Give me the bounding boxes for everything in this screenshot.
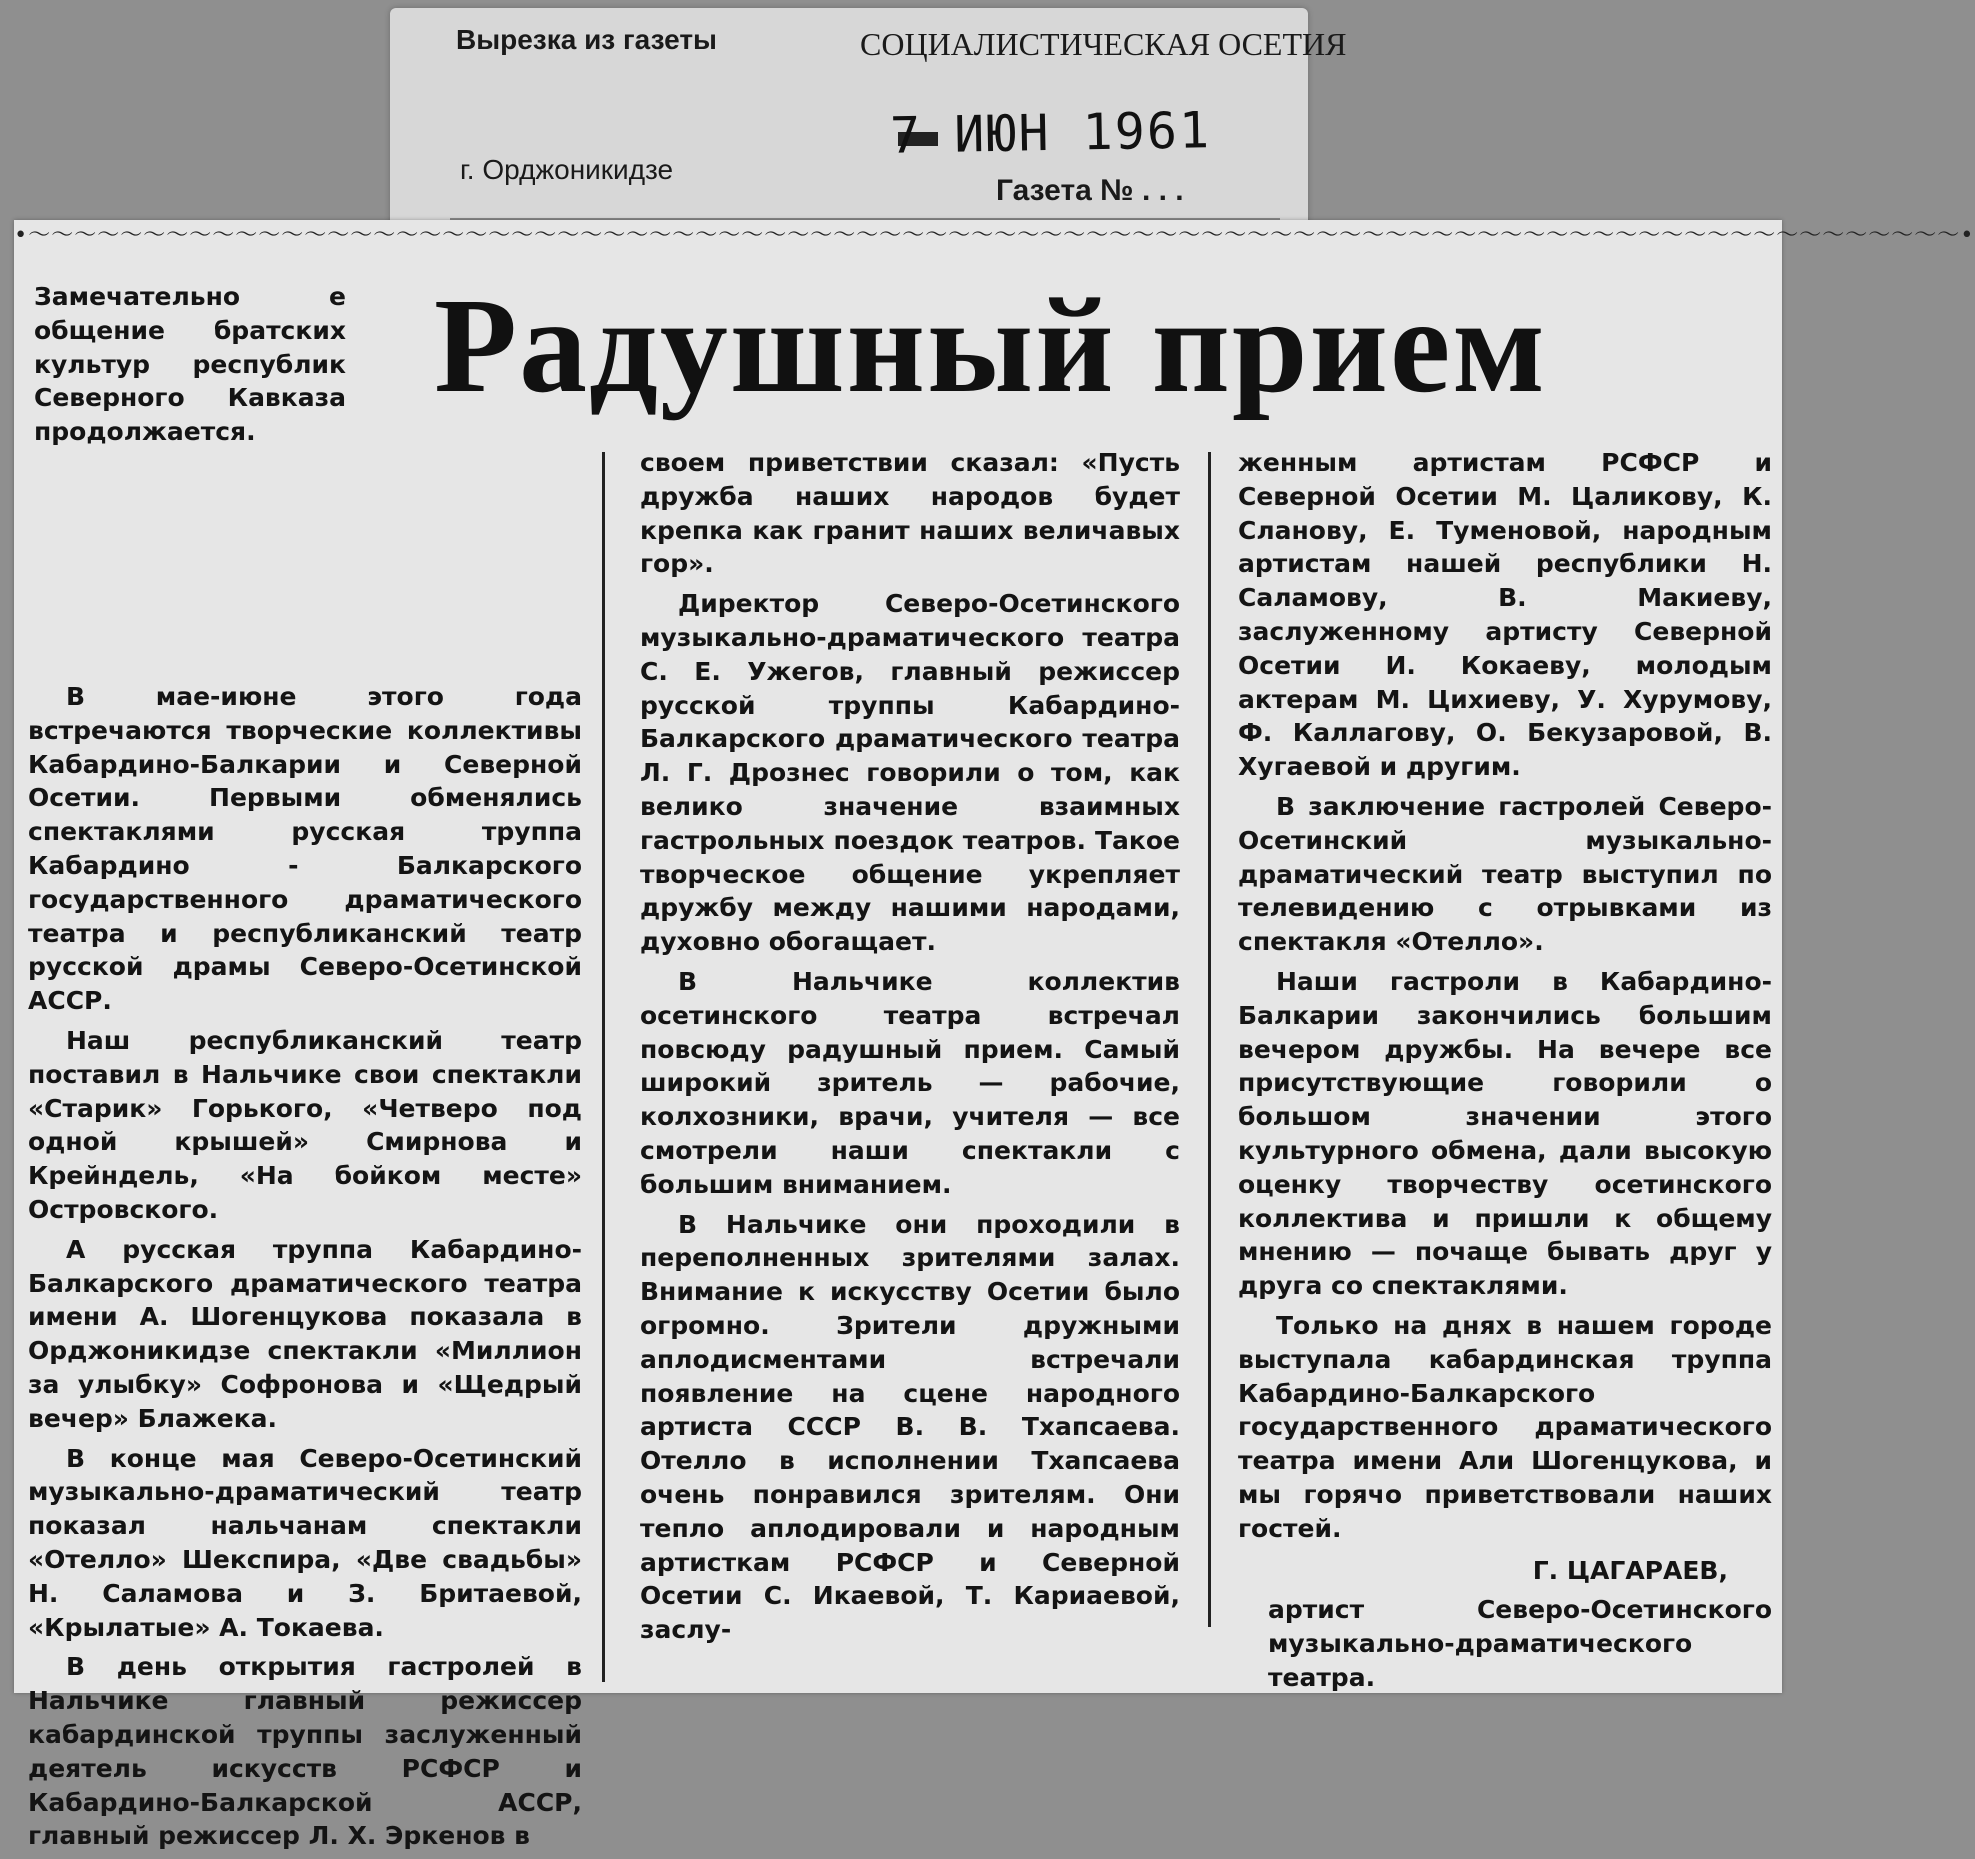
paragraph: В Нальчике коллектив осетинского театра встречал повсюду радушный прием. Самый широкий зритель — рабочие, колхозники, врачи, учителя — все смотрели наши спектакли с большим вниманием. [640,966,1180,1199]
paragraph: Наши гастроли в Кабардино-Балкарии закончились большим вечером дружбы. На вечере все присутствующие говорили о большом значении этого культурного обмена, дали высокую оценку творчеству осетинского коллектива и пришли к общему мнению — почаще бывать друг у друга со спектаклями. [1238,966,1772,1301]
city-label: г. Орджоникидзе [460,154,674,185]
column-rule [1208,452,1211,1627]
article-column-3 [1238,446,1772,1701]
paragraph: А русская труппа Кабардино-Балкарского драматического театра имени А. Шогенцукова показала в Орджоникидзе спектакли «Миллион за улыбку» Софронова и «Щедрый вечер» Блажека. [28,1234,582,1433]
date-stamp: 7 ИЮН 1961 [889,101,1212,165]
article-lead: Замечательно е общение братских культур республик Северного Кавказа продолжается. [34,282,346,447]
paragraph: своем приветствии сказал: «Пусть дружба наших народов будет крепка как гранит наших величавых гор». [640,448,1180,579]
paragraph: Директор Северо-Осетинского музыкально-драматического театра С. Е. Ужегов, главный режиссер русской труппы Кабардино-Балкарского драматического театра Л. Г. Дрознес говорили о том, как велико значение взаимных гастрольных поездок театров. Такое творческое общение укрепляет дружбу между нашими народами, духовно обогащает. [640,589,1180,957]
paragraph: В мае-июне этого года встречаются творческие коллективы Кабардино-Балкарии и Северной Осетии. Первыми обменялись спектаклями русская труппа Кабардино - Балкарского государственного драматического театра и республиканский театр русской драмы Северо-Осетинской АССР. [28,682,582,1016]
paragraph: Наш республиканский театр поставил в Нальчике свои спектакли «Старик» Горького, «Четверо под одной крышей» Смирнова и Крейндель, «На бойком месте» Островского. [28,1025,582,1224]
newspaper-clipping [14,220,1975,1851]
paragraph: В заключение гастролей Северо-Осетинский музыкально-драматический театр выступил по телевидению с отрывками из спектакля «Отелло». [1238,791,1772,957]
author-role: артист Северо-Осетинского музыкально-драматического театра. [1268,1595,1772,1692]
paragraph: В Нальчике они проходили в переполненных зрителями залах. Внимание к искусству Осетии было огромно. Зрители дружными аплодисментами встречали появление на сцене народного артиста СССР В. В. Тхапсаева. Отелло в исполнении Тхапсаева очень понравился зрителям. Они тепло аплодировали и народным артисткам РСФСР и Северной Осетии С. Икаевой, Т. Кариаевой, заслу- [640,1209,1180,1645]
article-headline: Радушный прием [434,271,1547,421]
newspaper-name: СОЦИАЛИСТИЧЕСКАЯ ОСЕТИЯ [860,26,1347,62]
column-rule [602,452,605,1682]
paragraph: Только на днях в нашем городе выступала кабардинская труппа Кабардино-Балкарского государственного драматического театра имени Али Шогенцукова, и мы горячо приветствовали наших гостей. [1238,1310,1772,1543]
article-column-2 [640,446,1180,1653]
ornamental-border: •〜〜〜〜〜〜〜〜〜〜〜〜〜〜〜〜〜〜〜〜〜〜〜〜〜〜〜〜〜〜〜〜〜〜〜〜〜〜〜〜〜〜〜〜〜〜〜〜〜〜〜〜〜〜〜〜〜〜〜〜〜〜〜〜〜〜〜〜〜〜〜〜〜〜〜〜〜〜〜〜〜〜〜〜• [14,223,1975,248]
cut-from-label: Вырезка из газеты [456,24,717,55]
article-column-1 [28,680,582,1859]
paragraph: В день открытия гастролей в Нальчике главный режиссер кабардинской труппы заслуженный деятель искусств РСФСР и Кабардино-Балкарской АССР, главный режиссер Л. Х. Эркенов в [28,1652,582,1851]
paragraph: женным артистам РСФСР и Северной Осетии М. Цаликову, К. Сланову, Е. Туменовой, народным артистам нашей республики Н. Саламову, В. Макиеву, заслуженному артисту Северной Осетии И. Кокаеву, молодым актерам М. Цихиеву, У. Хурумову, Ф. Каллагову, О. Бекузаровой, В. Хугаевой и другим. [1238,448,1772,782]
clipping-label-card [390,8,1347,226]
author-name: Г. ЦАГАРАЕВ, [1532,1555,1728,1585]
issue-label: Газета № . . . [996,174,1184,207]
paragraph: В конце мая Северо-Осетинский музыкально-драматический театр показал нальчанам спектакли «Отелло» Шекспира, «Две свадьбы» Н. Саламова и З. Бритаевой, «Крылатые» А. Токаева. [28,1443,582,1642]
